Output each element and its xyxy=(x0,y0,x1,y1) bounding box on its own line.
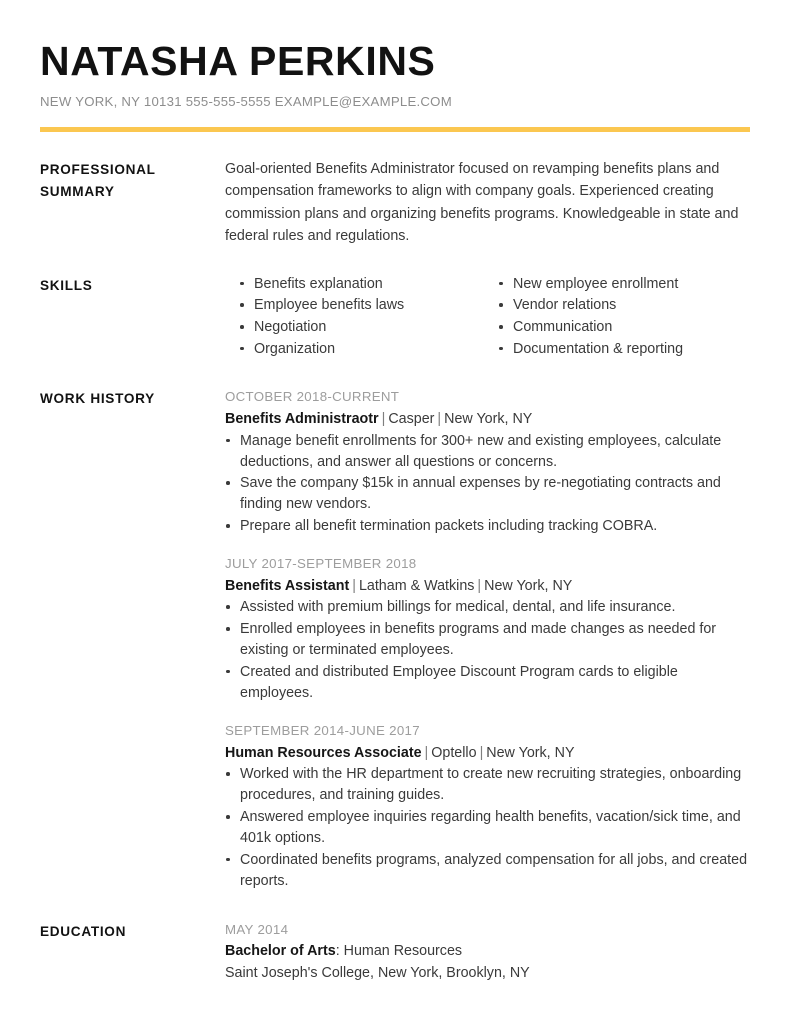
work-entry-title: Benefits Assistant xyxy=(225,578,350,595)
list-item: Worked with the HR department to create new recruiting strategies, onboarding procedures, and training guides. xyxy=(225,764,751,806)
education-school: Saint Joseph's College, New York, Brooklyn, NY xyxy=(225,964,530,981)
work-entry-heading xyxy=(225,408,751,430)
list-item: Communication xyxy=(498,317,751,338)
work-entry-bullets xyxy=(225,764,751,892)
work-entry-title: Human Resources Associate xyxy=(225,745,422,762)
work-entry-location: New York, NY xyxy=(486,745,575,762)
work-entry-company: Casper xyxy=(388,411,435,428)
list-item: Organization xyxy=(239,339,488,360)
skills-columns xyxy=(225,274,751,361)
work-entry-date: OCTOBER 2018-CURRENT xyxy=(225,389,400,405)
list-item: Negotiation xyxy=(239,317,488,338)
list-item: Assisted with premium billings for medical, dental, and life insurance. xyxy=(225,597,751,618)
education-date: MAY 2014 xyxy=(225,921,289,937)
education-degree: Bachelor of Arts xyxy=(225,942,336,959)
section-label-skills: SKILLS xyxy=(40,277,93,293)
summary-text: Goal-oriented Benefits Administrator focused on revamping benefits plans and compensation frameworks to align with company goals. Experienced creating commission plans and organizing benefits programs. Knowledgeable in state and federal rules and regulations. xyxy=(225,161,739,245)
work-entry xyxy=(225,721,751,892)
work-entry-location: New York, NY xyxy=(484,578,573,595)
work-entry-bullets xyxy=(225,597,751,704)
work-entry-heading xyxy=(225,742,751,764)
work-entry-location: New York, NY xyxy=(444,411,533,428)
list-item: Prepare all benefit termination packets including tracking COBRA. xyxy=(225,516,751,537)
list-item: Manage benefit enrollments for 300+ new and existing employees, calculate deductions, and answer all questions or concerns. xyxy=(225,431,751,473)
work-entry xyxy=(225,554,751,704)
section-work-history xyxy=(40,387,751,892)
list-item: Coordinated benefits programs, analyzed compensation for all jobs, and created reports. xyxy=(225,850,751,892)
list-item: Created and distributed Employee Discount Program cards to eligible employees. xyxy=(225,662,751,704)
separator-glyph: | xyxy=(381,411,386,428)
list-item: Documentation & reporting xyxy=(498,339,751,360)
accent-divider xyxy=(40,127,750,132)
separator-glyph: | xyxy=(477,578,482,595)
work-history-body xyxy=(225,387,751,892)
section-label-summary: PROFESSIONAL SUMMARY xyxy=(40,162,156,200)
list-item: Answered employee inquiries regarding health benefits, vacation/sick time, and 401k options. xyxy=(225,807,751,849)
contact-line: NEW YORK, NY 10131 555-555-5555 EXAMPLE@EXAMPLE.COM xyxy=(40,94,452,110)
section-education xyxy=(40,920,751,984)
list-item: Vendor relations xyxy=(498,295,751,316)
education-body xyxy=(225,920,751,984)
section-skills xyxy=(40,274,751,361)
education-field: : Human Resources xyxy=(335,942,463,959)
work-entry-title: Benefits Administraotr xyxy=(225,411,379,428)
work-entry-bullets xyxy=(225,431,751,538)
separator-glyph: | xyxy=(479,745,484,762)
skills-list-right xyxy=(498,274,751,360)
section-professional-summary xyxy=(40,158,751,248)
skills-column-right xyxy=(488,274,751,361)
work-entry-date: SEPTEMBER 2014-JUNE 2017 xyxy=(225,723,420,739)
candidate-name: NATASHA PERKINS xyxy=(40,38,436,84)
section-label-work-history: WORK HISTORY xyxy=(40,391,155,407)
skills-body xyxy=(225,274,751,361)
work-entry-company: Latham & Watkins xyxy=(358,578,475,595)
work-entry-company: Optello xyxy=(431,745,477,762)
resume-header xyxy=(40,0,751,132)
education-degree-line xyxy=(225,940,751,962)
skills-column-left xyxy=(225,274,488,361)
separator-glyph: | xyxy=(352,578,356,595)
work-entry-date: JULY 2017-SEPTEMBER 2018 xyxy=(225,556,417,572)
work-entry-heading xyxy=(225,575,751,597)
list-item: Employee benefits laws xyxy=(239,295,488,316)
list-item: Enrolled employees in benefits programs and made changes as needed for existing or terminated employees. xyxy=(225,619,751,661)
work-entry xyxy=(225,387,751,537)
separator-glyph: | xyxy=(437,411,442,428)
separator-glyph: | xyxy=(424,745,429,762)
summary-body xyxy=(225,158,751,248)
skills-list-left xyxy=(239,274,488,360)
list-item: New employee enrollment xyxy=(498,274,751,295)
list-item: Benefits explanation xyxy=(239,274,488,295)
list-item: Save the company $15k in annual expenses by re-negotiating contracts and finding new vendors. xyxy=(225,473,751,515)
section-label-education: EDUCATION xyxy=(40,923,127,939)
